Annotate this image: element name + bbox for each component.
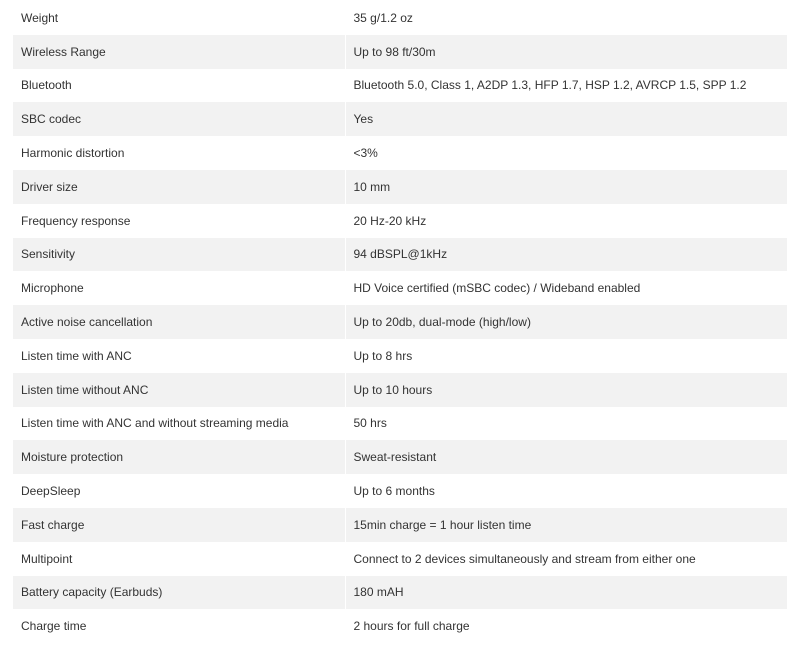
spec-label: Listen time without ANC	[13, 373, 345, 407]
spec-row-active-noise-cancellation	[13, 305, 787, 339]
spec-row-sensitivity	[13, 238, 787, 272]
spec-label: Weight	[21, 10, 59, 25]
spec-value: Up to 8 hrs	[345, 339, 787, 373]
spec-row-moisture-protection	[13, 440, 787, 474]
spec-row-listen-time-anc-no-streaming	[13, 407, 787, 441]
spec-value: 2 hours for full charge	[345, 609, 787, 643]
spec-label: Frequency response	[21, 213, 131, 228]
spec-row-driver-size	[13, 170, 787, 204]
spec-label: Moisture protection	[13, 440, 345, 474]
spec-label: Active noise cancellation	[13, 305, 345, 339]
spec-value: <3%	[345, 136, 787, 170]
spec-row-harmonic-distortion	[13, 136, 787, 170]
spec-value: HD Voice certified (mSBC codec) / Wideband enabled	[345, 271, 787, 305]
spec-value: Up to 20db, dual-mode (high/low)	[345, 305, 787, 339]
spec-value: Up to 6 months	[345, 474, 787, 508]
spec-label: Microphone	[21, 281, 84, 296]
spec-row-microphone	[13, 271, 787, 305]
spec-value: 50 hrs	[345, 407, 787, 441]
spec-label: Fast charge	[13, 508, 345, 542]
specifications-table-body	[13, 1, 787, 643]
spec-row-charge-time	[13, 609, 787, 643]
spec-value: Up to 10 hours	[345, 373, 787, 407]
spec-row-multipoint	[13, 542, 787, 576]
spec-row-sbc-codec	[13, 102, 787, 136]
spec-row-listen-time-with-anc	[13, 339, 787, 373]
spec-row-wireless-range	[13, 35, 787, 69]
spec-label: Bluetooth	[21, 78, 72, 93]
spec-value: 94 dBSPL@1kHz	[345, 238, 787, 272]
specifications-table	[13, 1, 787, 643]
spec-label: Wireless Range	[13, 35, 345, 69]
spec-value: 15min charge = 1 hour listen time	[345, 508, 787, 542]
spec-value: Yes	[345, 102, 787, 136]
spec-label: Sensitivity	[13, 238, 345, 272]
spec-label: SBC codec	[13, 102, 345, 136]
spec-label: DeepSleep	[21, 484, 81, 499]
spec-value: 180 mAH	[345, 576, 787, 610]
spec-value: Connect to 2 devices simultaneously and stream from either one	[345, 542, 787, 576]
spec-row-battery-capacity	[13, 576, 787, 610]
spec-row-frequency-response	[13, 204, 787, 238]
spec-value: 20 Hz-20 kHz	[345, 204, 787, 238]
spec-label: Harmonic distortion	[21, 146, 125, 161]
spec-label: Listen time with ANC and without streaming media	[21, 416, 289, 431]
spec-value: Bluetooth 5.0, Class 1, A2DP 1.3, HFP 1.7, HSP 1.2, AVRCP 1.5, SPP 1.2	[345, 69, 787, 103]
spec-value: 35 g/1.2 oz	[345, 1, 787, 35]
spec-value: Sweat-resistant	[345, 440, 787, 474]
spec-row-fast-charge	[13, 508, 787, 542]
spec-label: Driver size	[13, 170, 345, 204]
spec-value: 10 mm	[345, 170, 787, 204]
spec-row-listen-time-without-anc	[13, 373, 787, 407]
spec-label: Charge time	[21, 619, 87, 634]
spec-label: Multipoint	[21, 551, 73, 566]
spec-label: Listen time with ANC	[21, 348, 132, 363]
spec-row-deepsleep	[13, 474, 787, 508]
spec-value: Up to 98 ft/30m	[345, 35, 787, 69]
spec-label: Battery capacity (Earbuds)	[13, 576, 345, 610]
spec-row-bluetooth	[13, 69, 787, 103]
spec-row-weight	[13, 1, 787, 35]
